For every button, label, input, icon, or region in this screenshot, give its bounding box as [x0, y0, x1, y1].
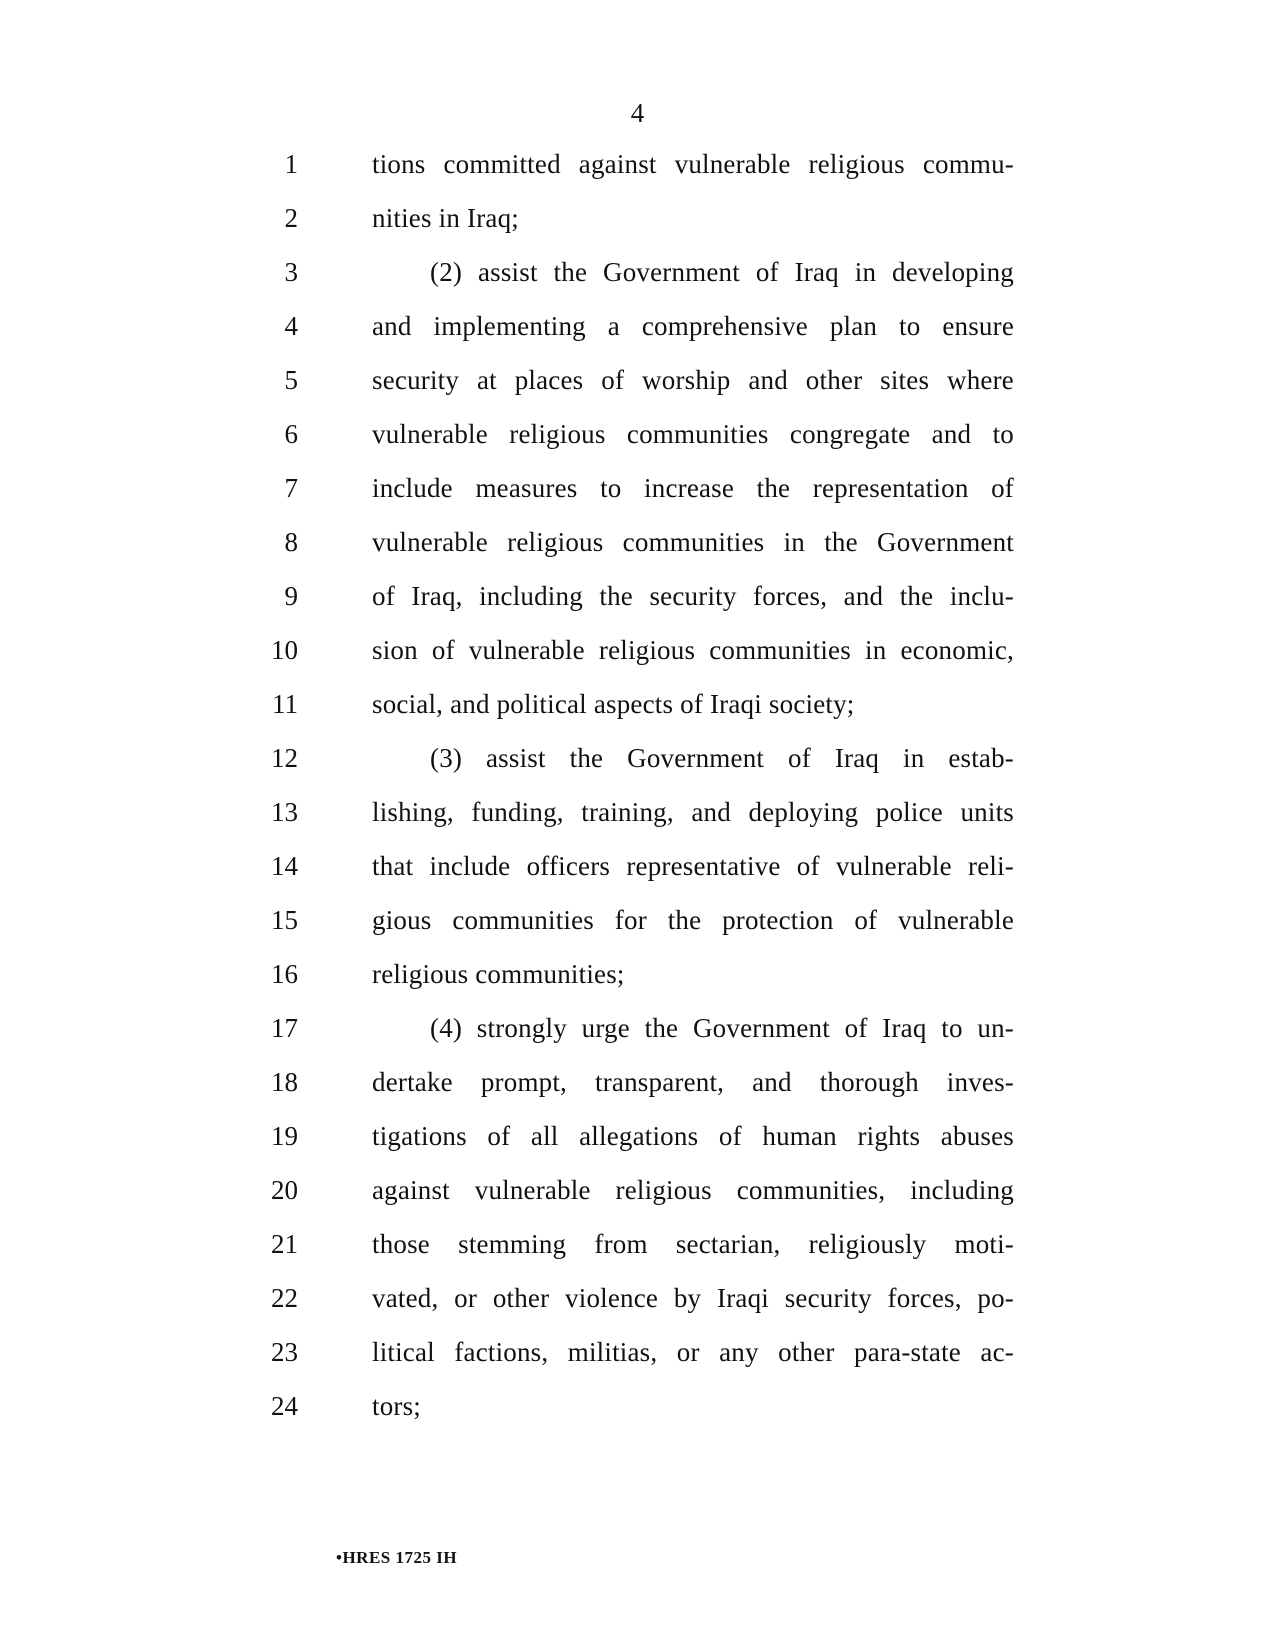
- line-number: 10: [271, 635, 298, 665]
- line-number: 22: [271, 1283, 298, 1313]
- document-line: [0, 734, 1275, 788]
- document-line: [0, 788, 1275, 842]
- line-number: 12: [271, 743, 298, 773]
- line-number: 13: [271, 797, 298, 827]
- line-text: social, and political aspects of Iraqi society;: [372, 689, 855, 719]
- document-footer-bill-id: •HRES 1725 IH: [336, 1548, 458, 1567]
- line-number: 18: [271, 1067, 298, 1097]
- document-line: [0, 896, 1275, 950]
- line-number: 16: [271, 959, 298, 989]
- line-text: dertake prompt, transparent, and thorough inves-: [372, 1067, 1014, 1097]
- document-line: [0, 410, 1275, 464]
- line-text: those stemming from sectarian, religiously moti-: [372, 1229, 1014, 1259]
- line-number: 3: [284, 257, 298, 287]
- document-line: [0, 1328, 1275, 1382]
- line-text: vulnerable religious communities in the Government: [372, 527, 1014, 557]
- line-text: gious communities for the protection of vulnerable: [372, 905, 1014, 935]
- document-line: [0, 518, 1275, 572]
- line-text: and implementing a comprehensive plan to ensure: [372, 311, 1014, 341]
- line-number: 7: [284, 473, 298, 503]
- line-number: 6: [284, 419, 298, 449]
- line-number: 8: [284, 527, 298, 557]
- document-line: [0, 842, 1275, 896]
- line-text: litical factions, militias, or any other para-state ac-: [372, 1337, 1014, 1367]
- line-number: 4: [284, 311, 298, 341]
- line-number: 21: [271, 1229, 298, 1259]
- line-text: tors;: [372, 1391, 422, 1421]
- line-number: 17: [271, 1013, 298, 1043]
- document-line: [0, 1382, 1275, 1436]
- document-line: [0, 1004, 1275, 1058]
- line-text: against vulnerable religious communities, including: [372, 1175, 1014, 1205]
- line-text: tigations of all allegations of human rights abuses: [372, 1121, 1014, 1151]
- line-text: (2) assist the Government of Iraq in developing: [430, 257, 1014, 287]
- document-line: [0, 950, 1275, 1004]
- line-text: include measures to increase the representation of: [372, 473, 1014, 503]
- line-text: (3) assist the Government of Iraq in estab-: [430, 743, 1014, 773]
- document-line: [0, 1112, 1275, 1166]
- document-line: [0, 140, 1275, 194]
- document-line: [0, 680, 1275, 734]
- document-body: [0, 140, 1275, 1436]
- document-line: [0, 1058, 1275, 1112]
- line-text: that include officers representative of vulnerable reli-: [372, 851, 1014, 881]
- document-line: [0, 572, 1275, 626]
- document-line: [0, 1220, 1275, 1274]
- line-number: 2: [284, 203, 298, 233]
- document-line: [0, 248, 1275, 302]
- line-text: vulnerable religious communities congregate and to: [372, 419, 1014, 449]
- line-number: 11: [272, 689, 298, 719]
- line-number: 20: [271, 1175, 298, 1205]
- line-text: nities in Iraq;: [372, 203, 519, 233]
- line-text: sion of vulnerable religious communities in economic,: [372, 635, 1014, 665]
- line-text: vated, or other violence by Iraqi security forces, po-: [372, 1283, 1014, 1313]
- line-text: (4) strongly urge the Government of Iraq to un-: [430, 1013, 1014, 1043]
- line-number: 1: [284, 149, 298, 179]
- line-number: 23: [271, 1337, 298, 1367]
- line-number: 19: [271, 1121, 298, 1151]
- line-text: tions committed against vulnerable religious commu-: [372, 149, 1014, 179]
- line-number: 14: [271, 851, 298, 881]
- line-text: of Iraq, including the security forces, and the inclu-: [372, 581, 1014, 611]
- page-number: 4: [630, 98, 645, 128]
- line-number: 9: [284, 581, 298, 611]
- document-line: [0, 302, 1275, 356]
- line-number: 15: [271, 905, 298, 935]
- line-text: religious communities;: [372, 959, 625, 989]
- document-line: [0, 626, 1275, 680]
- document-line: [0, 1274, 1275, 1328]
- document-line: [0, 464, 1275, 518]
- line-number: 5: [284, 365, 298, 395]
- document-line: [0, 194, 1275, 248]
- line-text: security at places of worship and other sites where: [372, 365, 1014, 395]
- document-line: [0, 1166, 1275, 1220]
- line-text: lishing, funding, training, and deploying police units: [372, 797, 1014, 827]
- document-line: [0, 356, 1275, 410]
- line-number: 24: [271, 1391, 298, 1421]
